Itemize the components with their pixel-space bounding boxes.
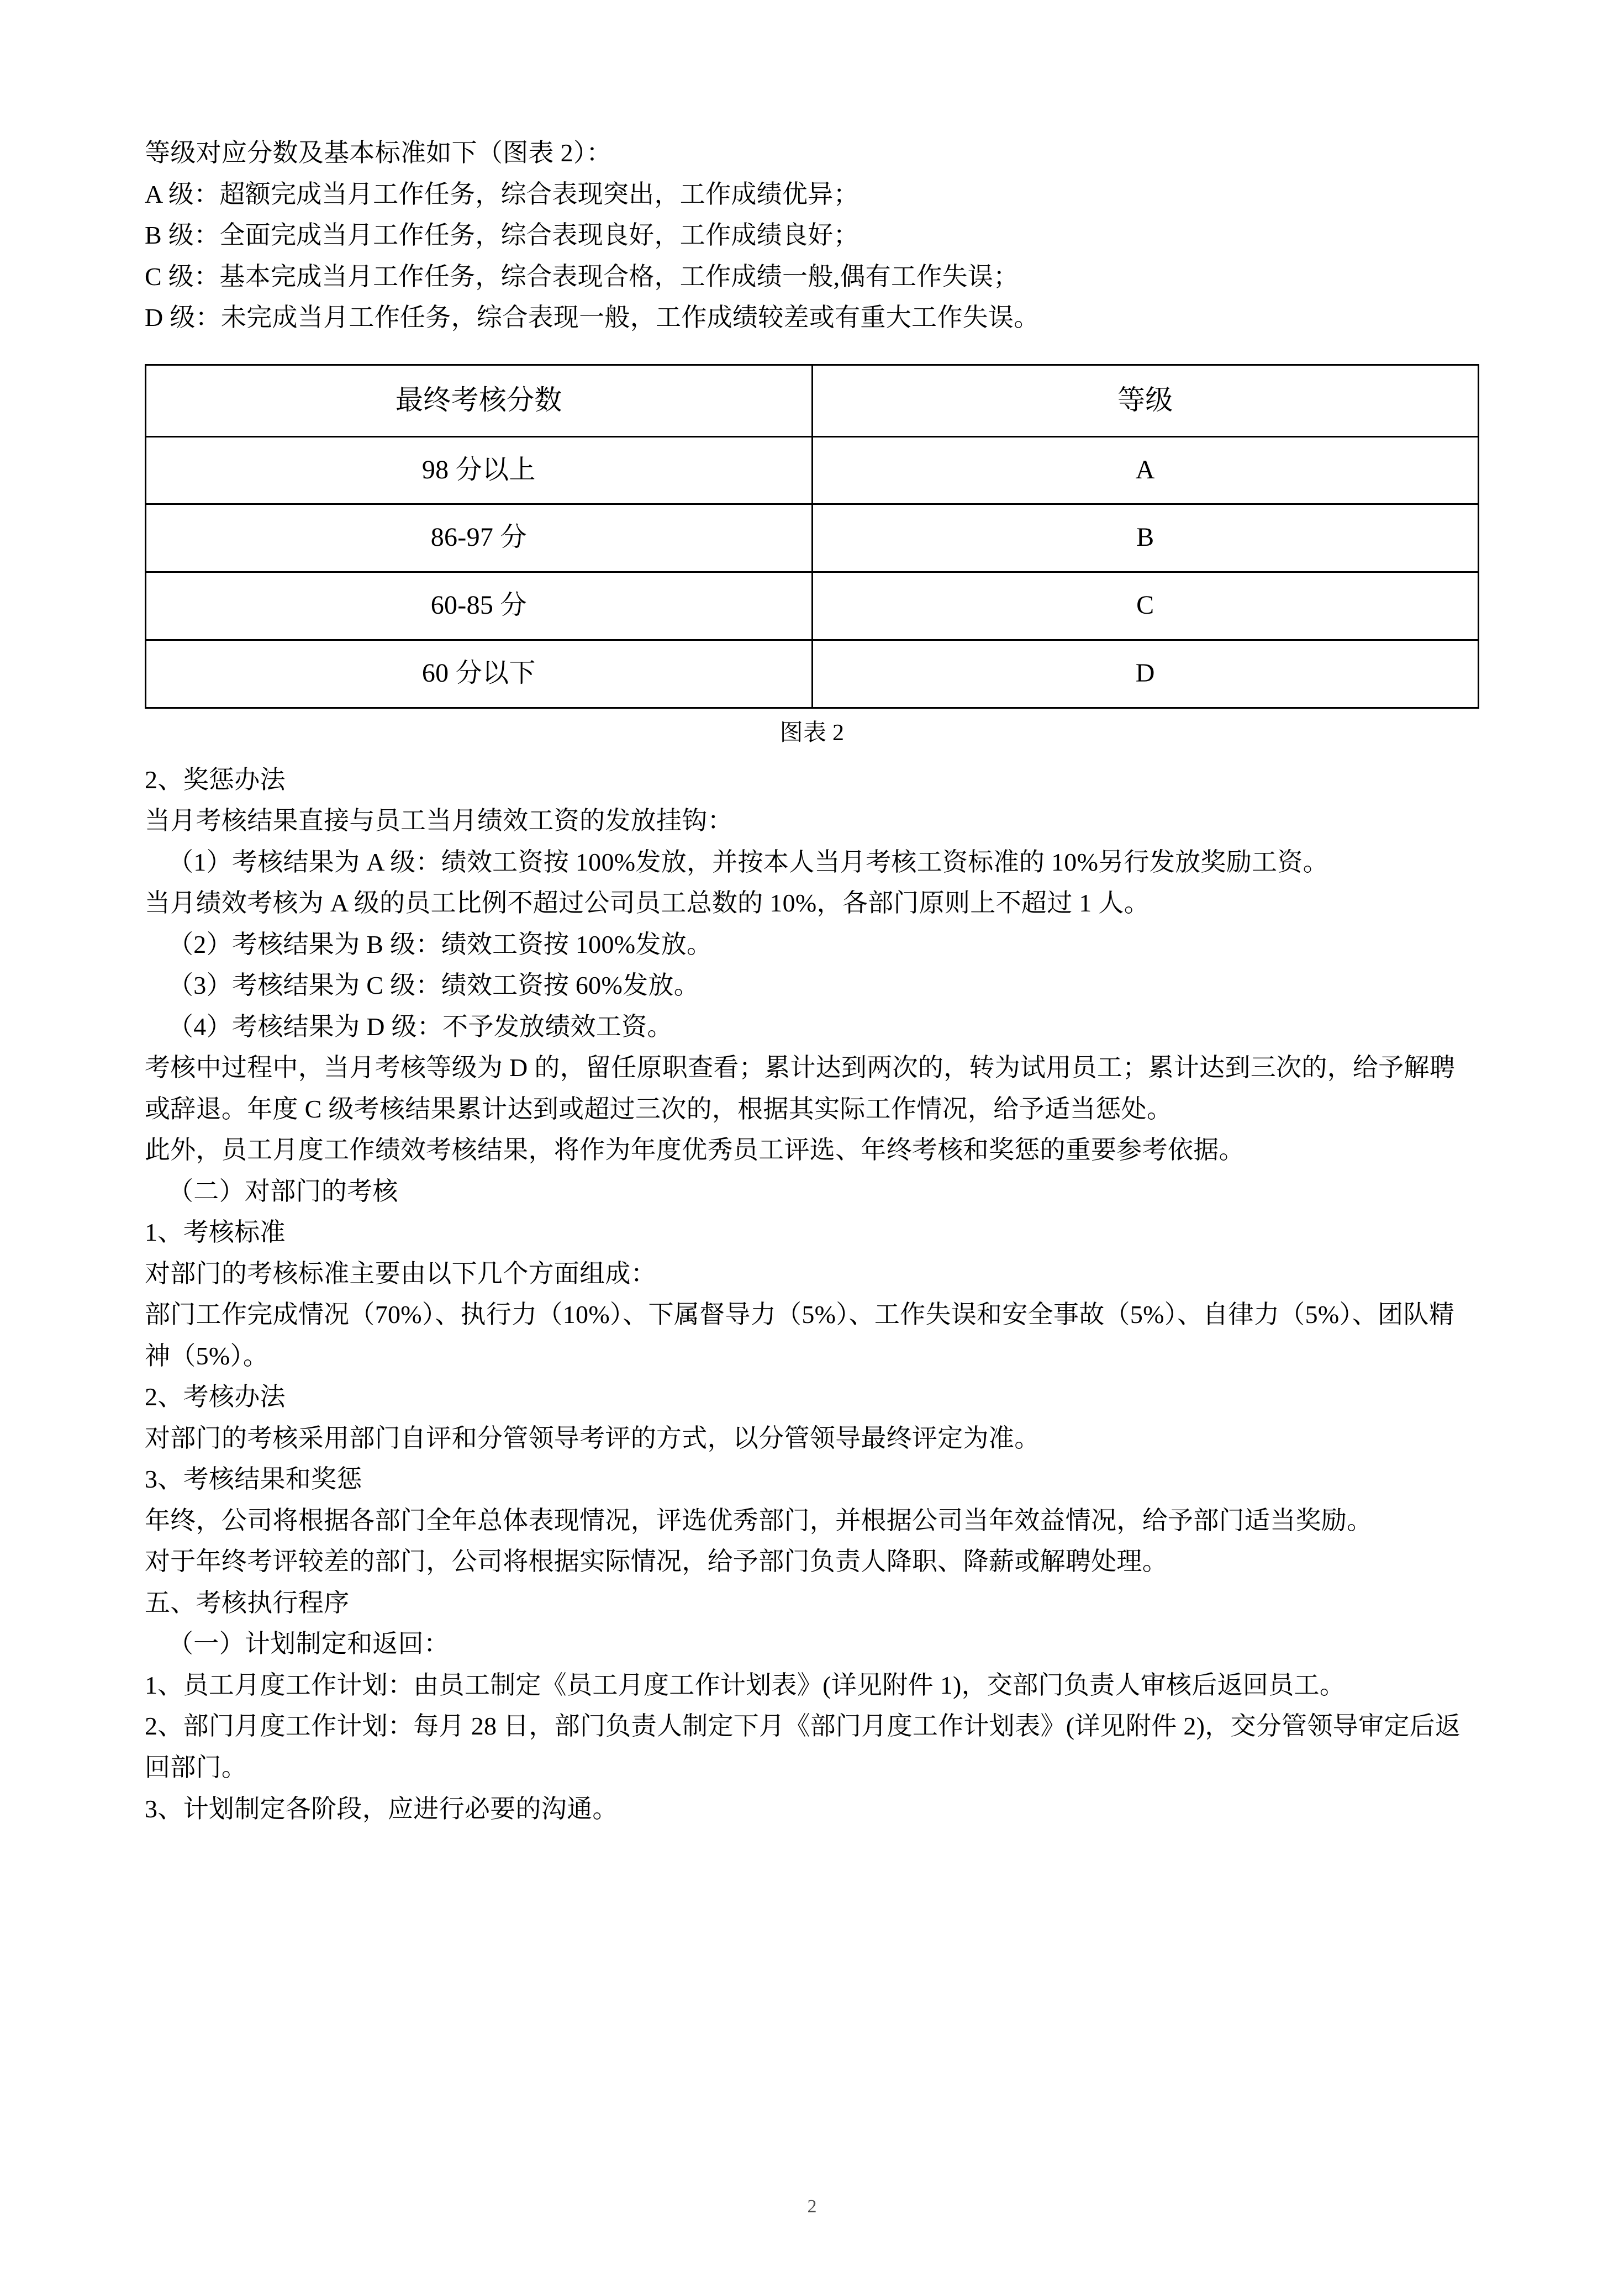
table-row	[146, 504, 1479, 572]
cell-grade: A	[812, 436, 1479, 504]
grade-table	[145, 364, 1479, 709]
body-line: 对部门的考核标准主要由以下几个方面组成：	[145, 1259, 656, 1288]
intro-line: C 级：基本完成当月工作任务，综合表现合格，工作成绩一般,偶有工作失误；	[145, 262, 1019, 291]
intro-line: B 级：全面完成当月工作任务，综合表现良好，工作成绩良好；	[145, 221, 859, 250]
table-row	[146, 640, 1479, 708]
body-line: 2、奖惩办法	[145, 765, 286, 794]
cell-score: 86-97 分	[146, 504, 813, 572]
cell-score: 60 分以下	[146, 640, 813, 708]
body-line: 对于年终考评较差的部门，公司将根据实际情况，给予部门负责人降职、降薪或解聘处理。	[145, 1547, 1168, 1576]
column-header-grade: 等级	[812, 365, 1479, 436]
body-line: （二）对部门的考核	[168, 1177, 398, 1205]
table-header-row	[146, 365, 1479, 436]
body-line: 考核中过程中，当月考核等级为 D 的，留任原职查看；累计达到两次的，转为试用员工；累计达到三次的，给予解聘或辞退。年度 C 级考核结果累计达到或超过三次的，根据其实际工作情况，给予适当惩处。	[145, 1053, 1456, 1123]
body-line: 年终，公司将根据各部门全年总体表现情况，评选优秀部门，并根据公司当年效益情况，给予部门适当奖励。	[145, 1506, 1373, 1535]
body-line: （4）考核结果为 D 级：不予发放绩效工资。	[168, 1012, 673, 1041]
column-header-score: 最终考核分数	[146, 365, 813, 436]
body-line: （3）考核结果为 C 级：绩效工资按 60%发放。	[168, 971, 699, 1000]
page-number: 2	[807, 2196, 817, 2217]
intro-line: D 级：未完成当月工作任务，综合表现一般，工作成绩较差或有重大工作失误。	[145, 303, 1040, 332]
body-line: 此外，员工月度工作绩效考核结果，将作为年度优秀员工评选、年终考核和奖惩的重要参考依据。	[145, 1136, 1245, 1164]
body-line: 1、考核标准	[145, 1218, 286, 1247]
intro-block	[145, 133, 1479, 339]
table-row	[146, 436, 1479, 504]
body-line: 3、考核结果和奖惩	[145, 1465, 362, 1494]
table-caption: 图表 2	[779, 720, 845, 746]
cell-score: 60-85 分	[146, 572, 813, 640]
body-line: （一）计划制定和返回：	[168, 1630, 450, 1658]
cell-grade: C	[812, 572, 1479, 640]
cell-score: 98 分以上	[146, 436, 813, 504]
body-block	[145, 760, 1479, 1830]
body-line: 1、员工月度工作计划：由员工制定《员工月度工作计划表》(详见附件 1)，交部门负责人审核后返回员工。	[145, 1670, 1346, 1699]
intro-line: A 级：超额完成当月工作任务，综合表现突出，工作成绩优异；	[145, 180, 859, 208]
body-line: 3、计划制定各阶段，应进行必要的沟通。	[145, 1794, 618, 1823]
body-line: 2、考核办法	[145, 1383, 286, 1411]
document-body	[145, 133, 1479, 1830]
body-line: 对部门的考核采用部门自评和分管领导考评的方式，以分管领导最终评定为准。	[145, 1424, 1040, 1452]
body-line: 当月考核结果直接与员工当月绩效工资的发放挂钩：	[145, 806, 733, 835]
cell-grade: D	[812, 640, 1479, 708]
body-line: 2、部门月度工作计划：每月 28 日，部门负责人制定下月《部门月度工作计划表》(详见附件 2)，交分管领导审定后返回部门。	[145, 1712, 1461, 1781]
body-line: 当月绩效考核为 A 级的员工比例不超过公司员工总数的 10%，各部门原则上不超过 1 人。	[145, 889, 1150, 918]
intro-line: 等级对应分数及基本标准如下（图表 2）：	[145, 139, 612, 167]
body-line: （2）考核结果为 B 级：绩效工资按 100%发放。	[168, 930, 713, 958]
body-line: 部门工作完成情况（70%）、执行力（10%）、下属督导力（5%）、工作失误和安全事故（5%）、自律力（5%）、团队精神（5%）。	[145, 1300, 1454, 1370]
body-line: 五、考核执行程序	[145, 1588, 350, 1617]
body-line: （1）考核结果为 A 级：绩效工资按 100%发放，并按本人当月考核工资标准的 10%另行发放奖励工资。	[168, 847, 1328, 876]
cell-grade: B	[812, 504, 1479, 572]
table-row	[146, 572, 1479, 640]
